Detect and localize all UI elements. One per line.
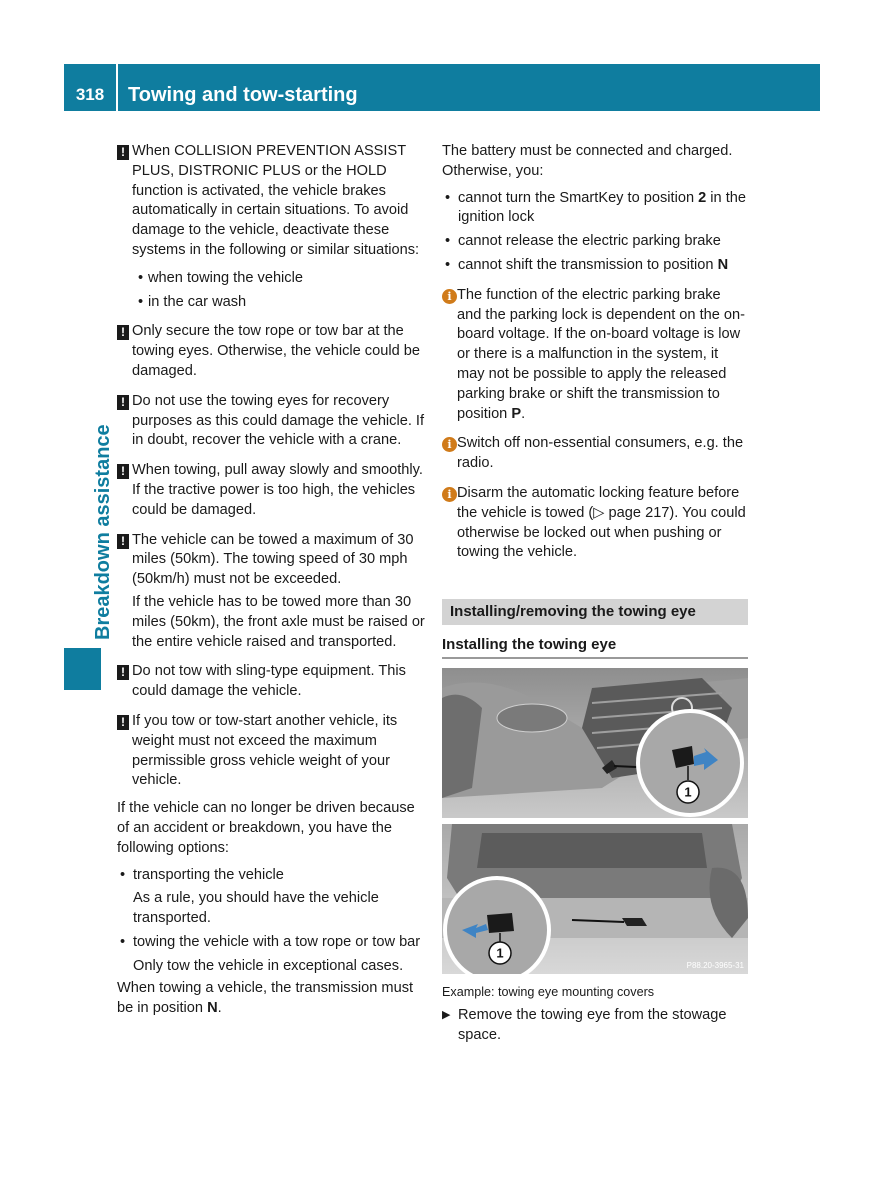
warning-text: When towing, pull away slowly and smoothly. If the tractive power is too high, the vehicles could be damaged. (132, 462, 423, 518)
warning-note (117, 712, 425, 791)
warning-icon: ! (117, 715, 129, 730)
info-text: Disarm the automatic locking feature before the vehicle is towed (▷ page 217). You could otherwise be locked out when pushing or towing the vehicle. (457, 484, 746, 561)
warning-text: When COLLISION PREVENTION ASSIST PLUS, DISTRONIC PLUS or the HOLD function is activated, the vehicle brakes automatically in certain situations. To avoid damage to the vehicle, deactivate these systems in the following or similar situations: (132, 143, 420, 258)
warning-text: Do not use the towing eyes for recovery purposes as this could damage the vehicle. If in doubt, recover the vehicle with a crane. (132, 392, 425, 449)
warning-icon: ! (117, 534, 129, 549)
info-text: The function of the electric parking brake and the parking lock is dependent on the on-board voltage. If the on-board voltage is low or there is a malfunction in the system, it may not be possible to apply the released parking brake or shift the transmission to position P. (457, 286, 746, 422)
right-column (442, 142, 748, 1046)
body-paragraph: If the vehicle can no longer be driven because of an accident or breakdown, you have the following options: (117, 800, 415, 856)
warning-text: The vehicle can be towed a maximum of 30 miles (50km). The towing speed of 30 mph (50km/h) must not be exceeded. (132, 531, 414, 588)
info-icon: i (442, 487, 457, 502)
warning-text: Do not tow with sling-type equipment. This could damage the vehicle. (132, 663, 406, 700)
section-heading: Installing/removing the towing eye (442, 599, 748, 625)
info-icon: i (442, 437, 457, 452)
sub-heading: Installing the towing eye (442, 633, 748, 659)
list-item: • cannot release the electric parking brake (442, 232, 748, 252)
page-number: 318 (75, 85, 105, 104)
info-note (442, 484, 748, 563)
side-tab-marker (64, 648, 101, 690)
info-text: Switch off non-essential consumers, e.g. the radio. (457, 435, 744, 472)
side-tab-label: Breakdown assistance (92, 424, 114, 640)
page-header (64, 64, 820, 111)
body-paragraph: The battery must be connected and charged. Otherwise, you: (442, 143, 733, 179)
warning-note (117, 531, 425, 653)
chapter-title: Towing and tow-starting (128, 84, 358, 106)
warning-icon: ! (117, 665, 129, 680)
warning-icon: ! (117, 464, 129, 479)
warning-icon: ! (117, 145, 129, 160)
list-item: • cannot shift the transmission to position N (442, 256, 748, 276)
list-item: • cannot turn the SmartKey to position 2 in the ignition lock (442, 189, 748, 229)
info-note (442, 286, 748, 425)
list-item: • when towing the vehicle (132, 269, 425, 289)
warning-text: Only secure the tow rope or tow bar at the towing eyes. Otherwise, the vehicle could be damaged. (132, 323, 420, 379)
figure-callout-2: 1 (496, 945, 504, 961)
car-bumper-illustration (442, 668, 748, 974)
body-paragraph: When towing a vehicle, the transmission must be in position N. (117, 980, 414, 1017)
list-item: • in the car wash (132, 293, 425, 313)
warning-note (117, 142, 425, 312)
warning-text: If the vehicle has to be towed more than 30 miles (50km), the front axle must be raised or the entire vehicle raised and transported. (132, 593, 425, 650)
list-item: • transporting the vehicle (117, 866, 425, 886)
info-icon: i (442, 289, 457, 304)
figure-callout-1: 1 (684, 784, 692, 800)
warning-note (117, 392, 425, 451)
warning-icon: ! (117, 395, 129, 410)
figure-caption: Example: towing eye mounting covers (442, 985, 655, 1000)
warning-note (117, 662, 425, 702)
warning-note (117, 461, 425, 520)
header-divider (116, 64, 118, 111)
towing-eye-figure (442, 668, 748, 974)
list-note: Only tow the vehicle in exceptional cases. (133, 957, 404, 974)
figure-code: P88.20-3965-31 (686, 961, 744, 971)
warning-icon: ! (117, 325, 129, 340)
list-note: As a rule, you should have the vehicle transported. (133, 890, 379, 927)
instruction-step: ▶ Remove the towing eye from the stowage space. (442, 1006, 748, 1046)
left-column (117, 142, 425, 1019)
list-item: • towing the vehicle with a tow rope or tow bar (117, 933, 425, 953)
info-note (442, 434, 748, 474)
warning-text: If you tow or tow-start another vehicle, its weight must not exceed the maximum permissible gross vehicle weight of your vehicle. (132, 712, 398, 789)
warning-note (117, 322, 425, 381)
